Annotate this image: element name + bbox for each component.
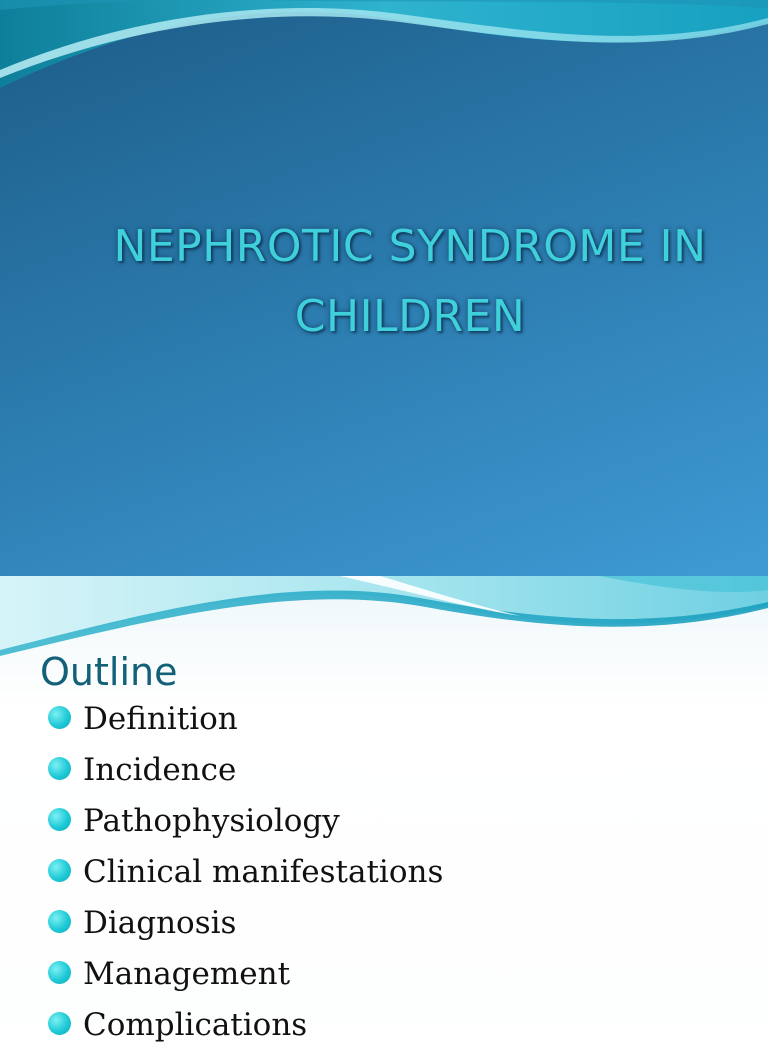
bullet-dot-icon bbox=[48, 961, 71, 984]
bullet-dot-icon bbox=[48, 910, 71, 933]
bullet-dot-icon bbox=[48, 706, 71, 729]
outline-item-diagnosis bbox=[48, 900, 443, 951]
outline-heading: Outline bbox=[40, 650, 178, 694]
title-line-1: NEPHROTIC SYNDROME IN bbox=[113, 221, 707, 272]
outline-item-label: Definition bbox=[83, 701, 238, 737]
outline-slide bbox=[0, 576, 768, 1043]
outline-item-label: Incidence bbox=[83, 752, 237, 788]
outline-item-clinical-manifestations bbox=[48, 849, 443, 900]
outline-item-incidence bbox=[48, 747, 443, 798]
outline-item-label: Pathophysiology bbox=[83, 803, 340, 839]
outline-item-pathophysiology bbox=[48, 798, 443, 849]
bullet-dot-icon bbox=[48, 859, 71, 882]
title-line-2: CHILDREN bbox=[294, 291, 526, 342]
header-wave-decoration bbox=[0, 0, 768, 100]
bullet-dot-icon bbox=[48, 757, 71, 780]
slide-title bbox=[60, 212, 760, 352]
outline-item-label: Management bbox=[83, 956, 291, 992]
bullet-dot-icon bbox=[48, 808, 71, 831]
outline-item-label: Diagnosis bbox=[83, 905, 237, 941]
outline-bullet-list bbox=[48, 696, 443, 1053]
outline-item-complications bbox=[48, 1002, 443, 1053]
bullet-dot-icon bbox=[48, 1012, 71, 1035]
outline-item-label: Clinical manifestations bbox=[83, 854, 444, 890]
outline-item-label: Complications bbox=[83, 1007, 308, 1043]
outline-item-management bbox=[48, 951, 443, 1002]
outline-item-definition bbox=[48, 696, 443, 747]
